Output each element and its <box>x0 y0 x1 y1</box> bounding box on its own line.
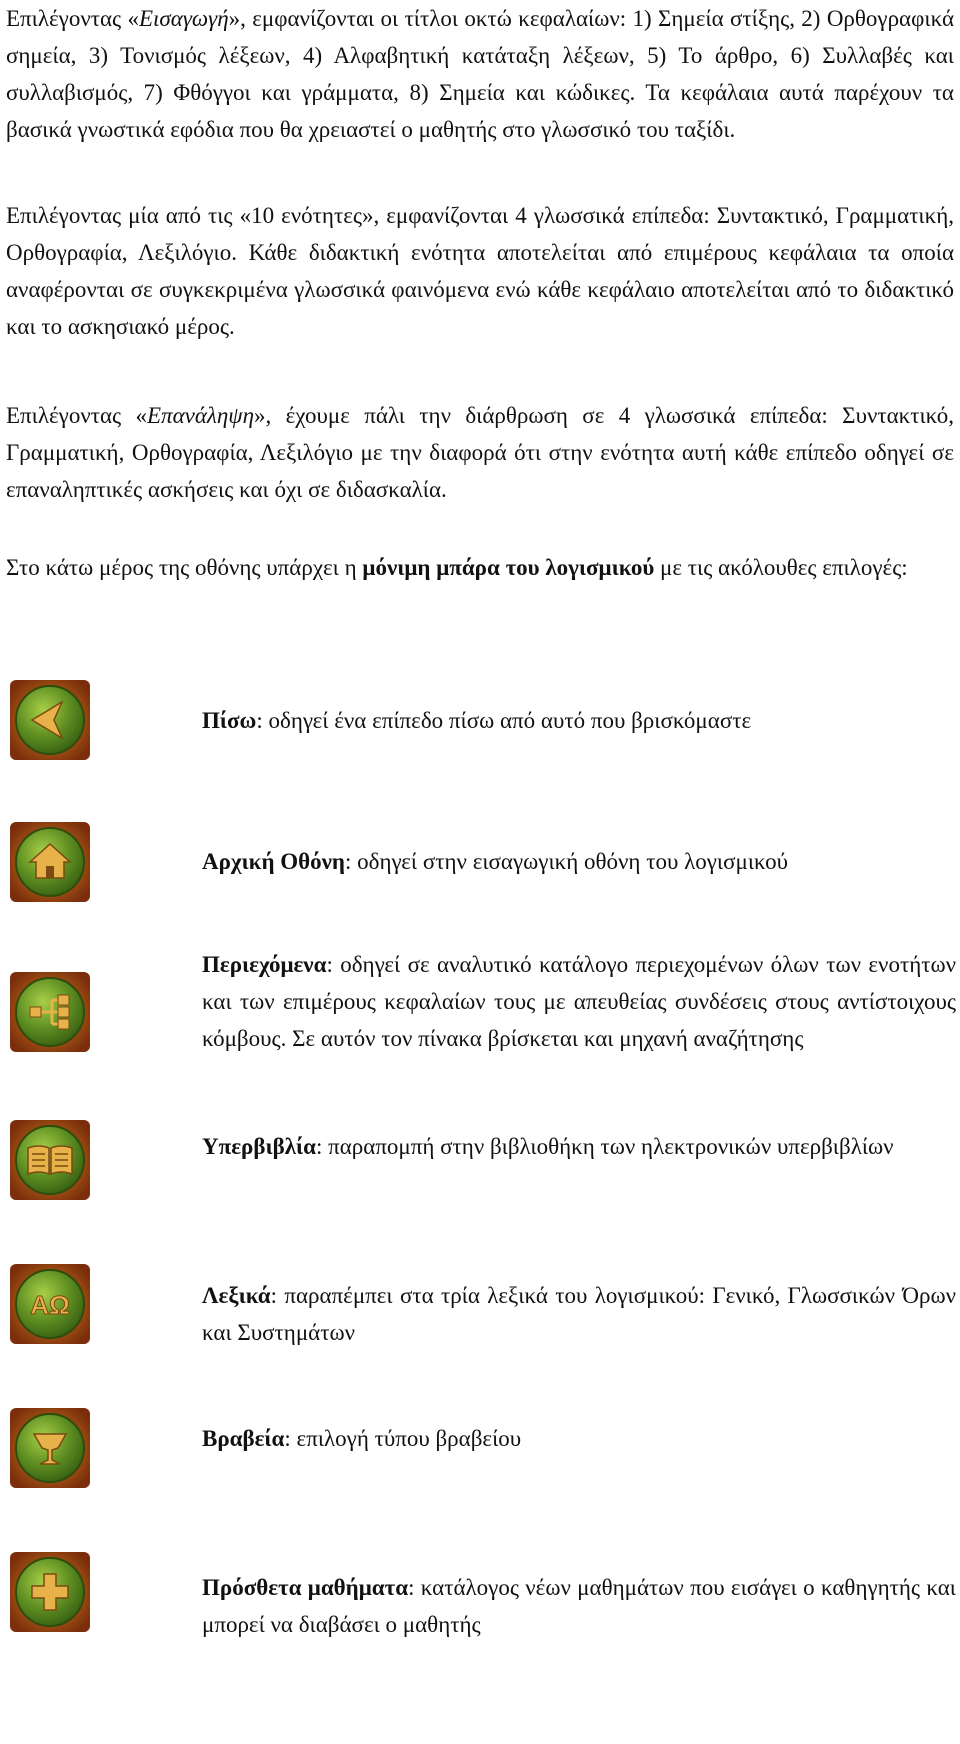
toolbar-item-home: Αρχική Οθόνη: οδηγεί στην εισαγωγική οθόνη του λογισμικού <box>202 849 788 874</box>
dictionary-icon-label: ΑΩ <box>30 1290 70 1320</box>
toolbar-item-hyperbooks: Υπερβιβλία: παραπομπή στην βιβλιοθήκη των ηλεκτρονικών υπερβιβλίων <box>202 1134 894 1159</box>
toolbar-item-contents: Περιεχόμενα: οδηγεί σε αναλυτικό κατάλογο περιεχομένων όλων των ενοτήτων και των επιμέρους κεφαλαίων τους με απευθείας συνδέσεις στους αντίστοιχους κόμβους. Σε αυτόν τον πίνακα βρίσκεται και μηχανή αναζήτησης <box>202 952 956 1051</box>
dictionary-icon[interactable] <box>10 1264 90 1344</box>
home-icon[interactable] <box>10 822 90 902</box>
toolbar-item-additional-lessons: Πρόσθετα μαθήματα: κατάλογος νέων μαθημάτων που εισάγει ο καθηγητής και μπορεί να διαβάσει ο μαθητής <box>202 1575 956 1637</box>
units-paragraph: Επιλέγοντας μία από τις «10 ενότητες», εμφανίζονται 4 γλωσσικά επίπεδα: Συντακτικό, Γραμματική, Ορθογραφία, Λεξιλόγιο. Κάθε διδακτική ενότητα αποτελείται από επιμέρους κεφάλαια τα οποία αναφέρονται σε συγκεκριμένα γλωσσικά φαινόμενα ενώ κάθε κεφάλαιο αποτελείται από το διδακτικό και το ασκησιακό μέρος. <box>6 203 954 339</box>
trophy-icon[interactable] <box>10 1408 90 1488</box>
toolbar-item-back: Πίσω: οδηγεί ένα επίπεδο πίσω από αυτό που βρισκόμαστε <box>202 708 752 733</box>
plus-icon[interactable] <box>10 1552 90 1632</box>
book-icon[interactable] <box>10 1120 90 1200</box>
toolbar-item-dictionaries: Λεξικά: παραπέμπει στα τρία λεξικά του λογισμικού: Γενικό, Γλωσσικών Όρων και Συστημάτων <box>202 1283 956 1345</box>
toolbar-item-awards: Βραβεία: επιλογή τύπου βραβείου <box>202 1426 522 1451</box>
toolbar-intro-paragraph: Στο κάτω μέρος της οθόνης υπάρχει η μόνιμη μπάρα του λογισμικού με τις ακόλουθες επιλογές: <box>6 555 908 580</box>
sitemap-icon[interactable] <box>10 972 90 1052</box>
back-arrow-icon[interactable] <box>10 680 90 760</box>
intro-paragraph: Επιλέγοντας «Εισαγωγή», εμφανίζονται οι τίτλοι οκτώ κεφαλαίων: 1) Σημεία στίξης, 2) Ορθογραφικά σημεία, 3) Τονισμός λέξεων, 4) Αλφαβητική κατάταξη λέξεων, 5) Το άρθρο, 6) Συλλαβές και συλλαβισμός, 7) Φθόγγοι και γράμματα, 8) Σημεία και κώδικες. Τα κεφάλαια αυτά παρέχουν τα βασικά γνωστικά εφόδια που θα χρειαστεί ο μαθητής στο γλωσσικό του ταξίδι. <box>6 6 955 142</box>
review-paragraph: Επιλέγοντας «Επανάληψη», έχουμε πάλι την διάρθρωση σε 4 γλωσσικά επίπεδα: Συντακτικό, Γραμματική, Ορθογραφία, Λεξιλόγιο με την διαφορά ότι στην ενότητα αυτή κάθε επίπεδο οδηγεί σε επαναληπτικές ασκήσεις και όχι σε διδασκαλία. <box>6 403 955 502</box>
